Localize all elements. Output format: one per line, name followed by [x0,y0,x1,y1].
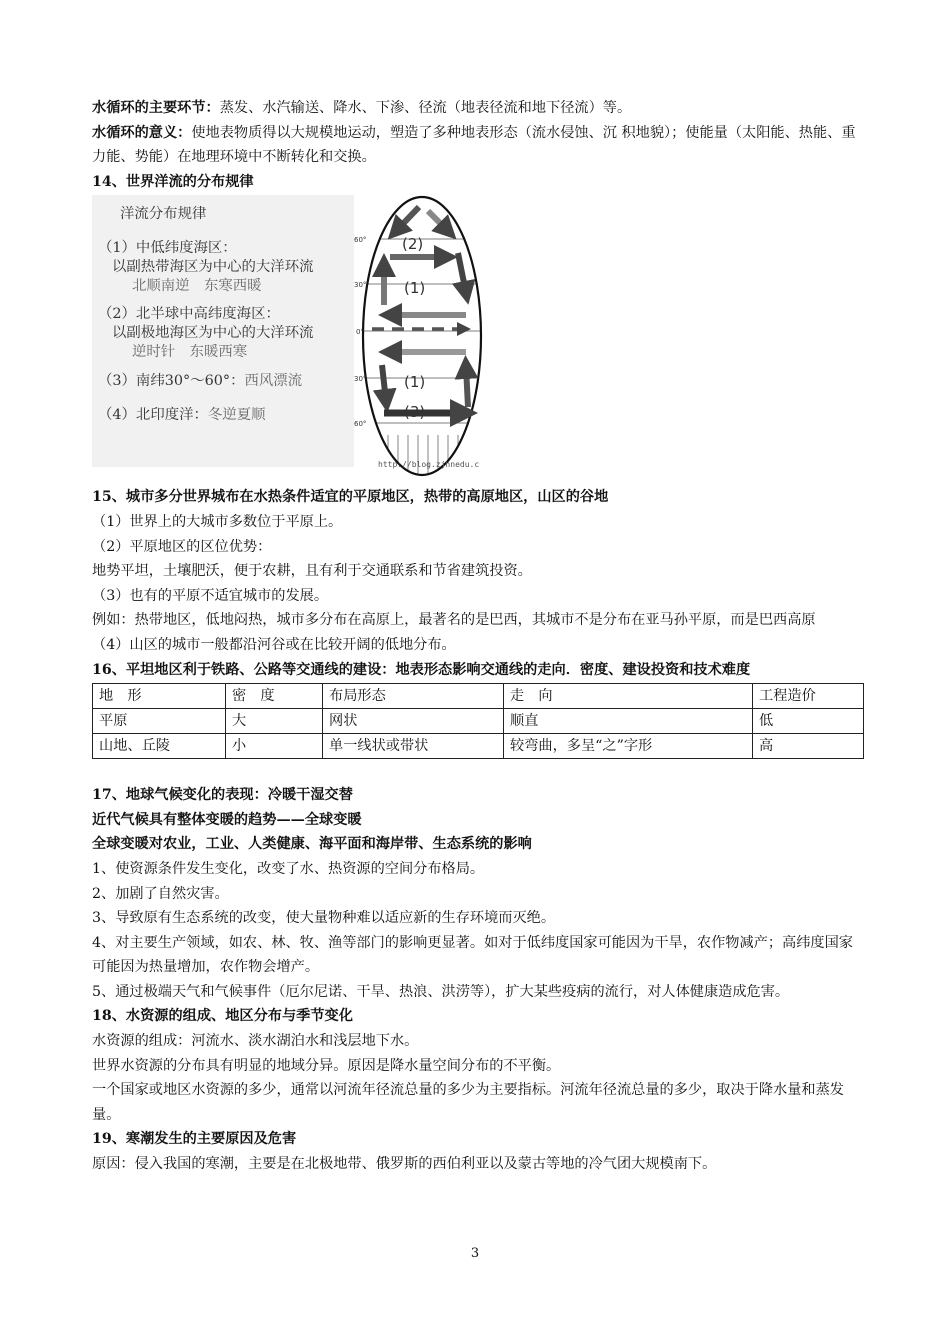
gyre-label: (2) [402,235,424,254]
image-watermark: http://blog.zjhnedu.c [378,460,480,470]
section-18-line: 世界水资源的分布具有明显的地域分异。原因是降水量空间分布的不平衡。 [92,1057,561,1074]
section-17-item: 2、加剧了自然灾害。 [92,885,229,902]
section-17-subheading: 全球变暖对农业，工业、人类健康、海平面和海岸带、生态系统的影响 [92,836,532,853]
ocean-current-legend [92,195,354,467]
ocean-gyre-diagram [354,195,510,481]
latitude-label: 60° [354,420,367,429]
table-header-cell: 工程造价 [753,684,864,709]
table-row [93,734,864,759]
current-arrow [428,211,448,231]
legend-title: 洋流分布规律 [120,206,207,223]
table-cell: 网状 [323,709,504,734]
latitude-label: 60° [354,236,367,245]
section-19-line: 原因：侵入我国的寒潮，主要是在北极地带、俄罗斯的西伯利亚以及蒙古等地的冷气团大规模南下。 [92,1156,717,1173]
legend-line: （2）北半球中高纬度海区： [98,306,280,323]
section-17-item: 5、通过极端天气和气候事件（厄尔尼诺、干旱、热浪、洪涝等），扩大某些疫病的流行，对人体健康造成危害。 [92,983,790,1000]
legend-line: 以副极地海区为中心的大洋环流 [112,325,314,342]
table-header-row [93,684,864,709]
legend-line: 以副热带海区为中心的大洋环流 [112,259,314,276]
table-cell: 高 [753,734,864,759]
section-17-item: 4、对主要生产领域，如农、林、牧、渔等部门的影响更显著。如对于低纬度国家可能因为干旱，农作物减产；高纬度国家可能因为热量增加，农作物会增产。 [92,934,853,976]
table-cell: 小 [226,734,323,759]
section-17-heading: 17、地球气候变化的表现：冷暖干湿交替 [92,787,353,804]
section-18-line: 一个国家或地区水资源的多少，通常以河流年径流总量的多少为主要指标。河流年径流总量的多少，取决于降水量和蒸发量。 [92,1082,844,1123]
table-cell: 顺直 [504,709,753,734]
gyre-label: (3) [404,403,426,422]
water-cycle-meaning: 水循环的意义：使地表物质得以大规模地运动，塑造了多种地表形态（流水侵蚀、沉 积地貌）；使能量（太阳能、热能、重力能、势能）在地理环境中不断转化和交换。 [92,124,856,166]
table-header-cell: 地 形 [93,684,226,709]
current-arrow [382,365,386,401]
legend-line: 北顺南逆 东寒西暖 [132,278,262,295]
page-number: 3 [470,1246,480,1261]
current-arrow [458,253,466,293]
table-cell: 较弯曲，多呈“之”字形 [504,734,753,759]
section-15-line: （4）山区的城市一般都沿河谷或在比较开阔的低地分布。 [92,636,456,653]
table-cell: 山地、丘陵 [93,734,226,759]
section-15-line: （2）平原地区的区位优势： [92,538,272,555]
table-header-cell: 密 度 [226,684,323,709]
section-15-line: （1）世界上的大城市多数位于平原上。 [92,513,343,530]
legend-line: 逆时针 东暖西寒 [132,344,248,361]
section-18-line: 水资源的组成：河流水、淡水湖泊水和浅层地下水。 [92,1033,419,1050]
gyre-label: (1) [404,373,426,392]
terrain-transport-table [92,683,864,759]
legend-line: （4）北印度洋：冬逆夏顺 [98,407,266,424]
section-14-heading: 14、世界洋流的分布规律 [92,173,254,190]
polar-hatching [388,435,458,475]
table-cell: 平原 [93,709,226,734]
gyre-label: (1) [404,279,426,298]
table-row [93,709,864,734]
section-17-item: 1、使资源条件发生变化，改变了水、热资源的空间分布格局。 [92,860,485,877]
section-15-line: （3）也有的平原不适宜城市的发展。 [92,587,329,604]
legend-line: （3）南纬30°～60°：西风漂流 [98,373,303,390]
document-body [92,96,864,1177]
spacer [92,759,864,783]
current-arrow [466,367,468,407]
section-15-line: 地势平坦，土壤肥沃，便于农耕，且有利于交通联系和节省建筑投资。 [92,563,532,580]
section-19-heading: 19、寒潮发生的主要原因及危害 [92,1131,297,1148]
section-17-subheading: 近代气候具有整体变暖的趋势——全球变暖 [92,811,362,828]
current-arrow [396,207,419,231]
ocean-current-figure [92,195,510,481]
section-18-heading: 18、水资源的组成、地区分布与季节变化 [92,1008,353,1025]
table-cell: 单一线状或带状 [323,734,504,759]
table-header-cell: 走 向 [504,684,753,709]
section-16-heading: 16、平坦地区利于铁路、公路等交通线的建设：地表形态影响交通线的走向．密度、建设投资和技术难度 [92,661,751,678]
legend-line: （1）中低纬度海区： [98,240,237,257]
latitude-label: 30° [354,281,367,290]
table-cell: 大 [226,709,323,734]
section-15-heading: 15、城市多分世界城布在水热条件适宜的平原地区，热带的高原地区，山区的谷地 [92,489,609,506]
water-cycle-links: 水循环的主要环节：蒸发、水汽输送、降水、下渗、径流（地表径流和地下径流）等。 [92,100,632,116]
table-cell: 低 [753,709,864,734]
section-17-item: 3、导致原有生态系统的改变，使大量物种难以适应新的生存环境而灭绝。 [92,910,556,927]
latitude-label: 0° [356,328,364,337]
section-15-line: 例如：热带地区，低地闷热，城市多分布在高原上，最著名的是巴西，其城市不是分布在亚马孙平原，而是巴西高原 [92,612,816,629]
table-header-cell: 布局形态 [323,684,504,709]
latitude-label: 30° [354,375,367,384]
